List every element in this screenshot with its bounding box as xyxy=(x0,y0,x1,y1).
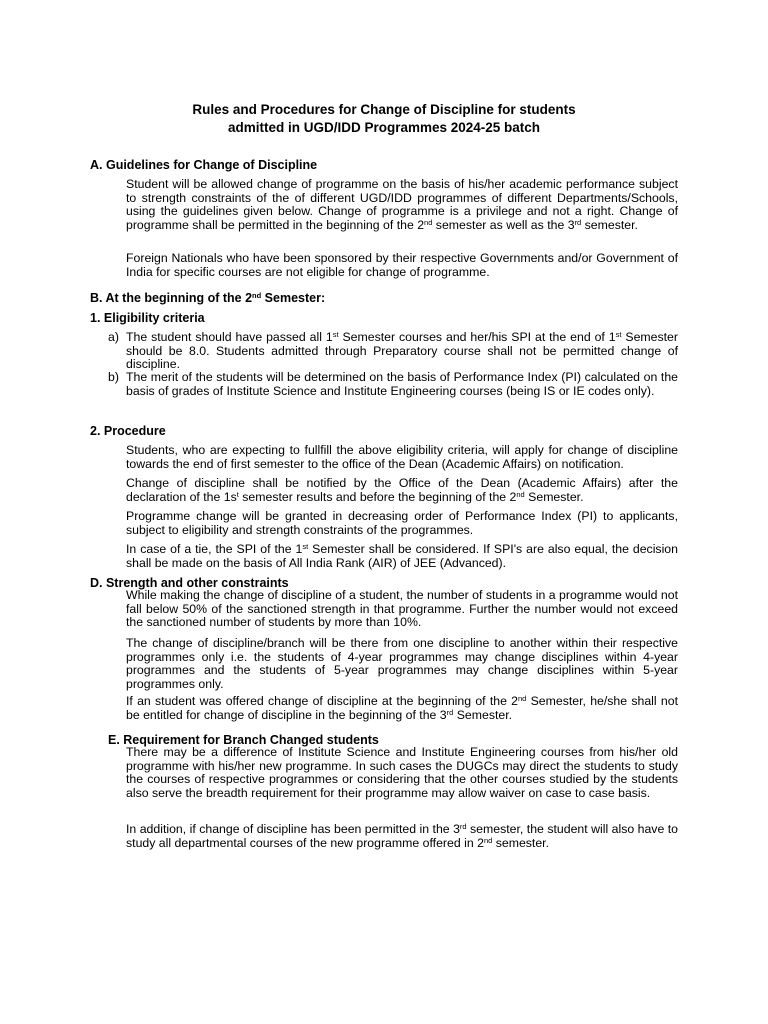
procedure-heading: 2. Procedure xyxy=(90,424,166,438)
eligibility-item-a: The student should have passed all 1st Semester courses and her/his SPI at the end of 1st Semester should be 8.0. Students admitted through Preparatory course shall not be permitted change of discipline. xyxy=(126,330,678,372)
section-a-paragraph-1: Student will be allowed change of programme on the basis of his/her academic performance subject to strength constraints of the of different UGD/IDD programmes of different Departments/Schools, using the guidelines given below. Change of programme is a privilege and not a right. Change of programme shall be permitted in the beginning of the 2nd semester as well as the 3rd semester. xyxy=(126,177,678,232)
procedure-paragraph-2: Change of discipline shall be notified by the Office of the Dean (Academic Affairs) after the declaration of the $1s^t$ semester results and before the beginning of the 2nd Semester. xyxy=(126,476,678,504)
section-b-heading: B. At the beginning of the 2nd Semester: xyxy=(90,291,326,305)
document-title-line-2: admitted in UGD/IDD Programmes 2024-25 batch xyxy=(227,120,541,135)
section-a-heading: A. Guidelines for Change of Discipline xyxy=(90,158,318,172)
section-d-paragraph-1: While making the change of discipline of a student, the number of students in a programme would not fall below 50% of the sanctioned strength in that programme. Further the number would not exceed the sanctioned number of students by more than 10%. xyxy=(126,588,678,630)
section-d-heading: D. Strength and other constraints xyxy=(90,576,289,590)
eligibility-item-b: The merit of the students will be determined on the basis of Performance Index (PI) calculated on the basis of grades of Institute Science and Institute Engineering courses (being IS or IE codes only). xyxy=(126,370,678,398)
section-e-paragraph-1: There may be a difference of Institute Science and Institute Engineering courses from his/her old programme with his/her new programme. In such cases the DUGCs may direct the students to study the courses of respective programmes or considering that the other courses studied by the students also serve the breadth requirement for their programme may allow waiver on case to case basis. xyxy=(126,745,678,800)
section-d-paragraph-2: The change of discipline/branch will be there from one discipline to another within their respective programmes only i.e. the students of 4-year programmes may change disciplines within 4-year programmes and the students of 5-year programmes may change disciplines within 5-year programmes only. xyxy=(126,636,678,691)
document-title-line-1: Rules and Procedures for Change of Discipline for students xyxy=(192,102,576,117)
list-marker-a: a) xyxy=(108,330,119,344)
section-e-paragraph-2: In addition, if change of discipline has been permitted in the 3rd semester, the student will also have to study all departmental courses of the new programme offered in 2nd semester. xyxy=(126,822,678,850)
section-d-paragraph-3: If an student was offered change of discipline at the beginning of the 2nd Semester, he/she shall not be entitled for change of discipline in the beginning of the 3rd Semester. xyxy=(126,694,678,722)
list-marker-b: b) xyxy=(108,370,119,384)
section-e-heading: E. Requirement for Branch Changed students xyxy=(108,733,379,747)
procedure-paragraph-4: In case of a tie, the SPI of the 1st Semester shall be considered. If SPI's are also equal, the decision shall be made on the basis of All India Rank (AIR) of JEE (Advanced). xyxy=(126,542,678,570)
procedure-paragraph-1: Students, who are expecting to fullfill the above eligibility criteria, will apply for change of discipline towards the end of first semester to the office of the Dean (Academic Affairs) on notification. xyxy=(126,443,678,471)
eligibility-criteria-heading: 1. Eligibility criteria xyxy=(90,311,205,325)
section-a-paragraph-2: Foreign Nationals who have been sponsored by their respective Governments and/or Government of India for specific courses are not eligible for change of programme. xyxy=(126,251,678,279)
procedure-paragraph-3: Programme change will be granted in decreasing order of Performance Index (PI) to applicants, subject to eligibility and strength constraints of the programmes. xyxy=(126,509,678,537)
